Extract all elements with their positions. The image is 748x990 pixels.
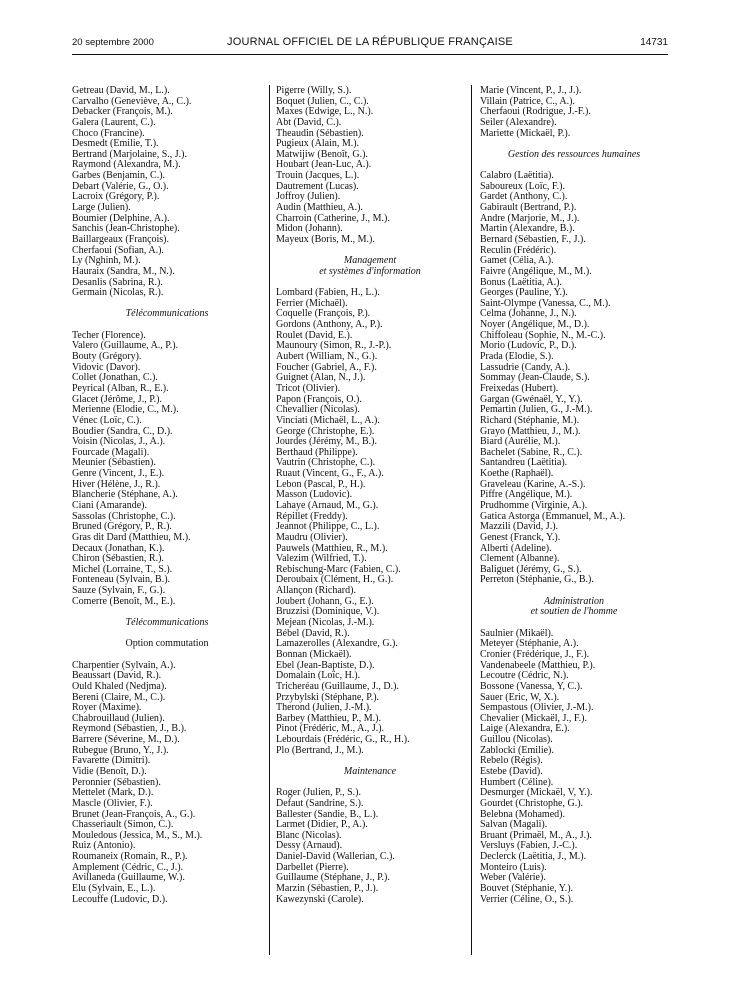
name-entry: Merienne (Elodie, C., M.).: [72, 404, 179, 416]
name-entry: Gordons (Anthony, A., P.).: [276, 319, 383, 331]
name-entry: Gatica Astorga (Emmanuel, M., A.).: [480, 510, 626, 522]
name-entry: Getreau (David, M., L.).: [72, 85, 170, 96]
name-entry: Prada (Elodie, S.).: [480, 351, 554, 363]
name-entry: Fourcade (Magali).: [72, 446, 150, 458]
name-entry: Genre (Vincent, J., E.).: [72, 468, 165, 480]
name-entry: Guignet (Alan, N., J.).: [276, 372, 366, 384]
name-entry: Marie (Vincent, P., J., J.).: [480, 85, 582, 96]
name-entry: Favarette (Dimitri).: [72, 755, 151, 767]
name-entry: Faivre (Angélique, M., M.).: [480, 265, 592, 277]
name-entry: Tricot (Olivier).: [276, 382, 341, 394]
section-heading: Télécommunications: [125, 308, 209, 320]
name-entry: Salvan (Magali).: [480, 819, 548, 831]
name-entry: Roumaneix (Romain, R., P.).: [72, 851, 188, 863]
name-entry: Chiron (Sébastien, R.).: [72, 553, 164, 565]
section-heading: Gestion des ressources humaines: [507, 148, 641, 160]
name-entry: Carvalho (Geneviève, A., C.).: [72, 95, 192, 107]
name-entry: Roger (Julien, P., S.).: [276, 787, 361, 799]
name-entry: Aubert (William, N., G.).: [276, 351, 378, 363]
name-entry: Comerre (Benoît, M., E.).: [72, 595, 176, 607]
name-entry: Theaudin (Sébastien).: [276, 127, 364, 139]
name-entry: Zablocki (Emilie).: [480, 744, 554, 756]
name-entry: Saint-Olympe (Vanessa, C., M.).: [480, 297, 611, 309]
name-entry: Cronier (Frédérique, J., F.).: [480, 648, 590, 660]
name-entry: Lecouffe (Ludovic, D.).: [72, 893, 168, 905]
name-entry: Peronnier (Sébastien).: [72, 776, 161, 788]
name-entry: Gourdet (Christophe, G.).: [480, 797, 584, 809]
name-entry: Darbellet (Pierre).: [276, 861, 349, 873]
name-entry: Pugieux (Alain, M.).: [276, 138, 360, 150]
name-entry: Choco (Francine).: [72, 127, 145, 139]
name-entry: Morio (Ludovic, P., D.).: [480, 340, 577, 352]
name-entry: Desanlis (Sabrina, R.).: [72, 276, 163, 288]
page-header: [72, 37, 668, 55]
name-entry: Celma (Johanne, J., N.).: [480, 308, 577, 320]
name-entry: Debacker (François, M.).: [72, 106, 173, 118]
name-entry: Jeannot (Philippe, C., L.).: [276, 521, 380, 533]
name-entry: Ruiz (Antonio).: [72, 840, 136, 852]
name-entry: Gargan (Gwénaël, Y., Y.).: [480, 393, 583, 405]
name-entry: Sommay (Jean-Claude, S.).: [480, 372, 590, 384]
name-entry: Vandenabeele (Matthieu, P.).: [480, 659, 596, 671]
name-entry: Guillaume (Stéphane, J., P.).: [276, 872, 390, 884]
name-entry: Barrere (Séverine, M., D.).: [72, 734, 180, 746]
section-heading: et soutien de l'homme: [530, 606, 618, 618]
name-entry: Houbart (Jean-Luc, A.).: [276, 159, 372, 171]
name-entry: Bouty (Grégory).: [72, 351, 142, 363]
name-entry: Vidie (Benoît, D.).: [72, 766, 147, 777]
name-entry: Garbes (Benjamin, C.).: [72, 170, 166, 182]
name-entry: Bruzzisi (Dominique, V.).: [276, 606, 380, 618]
section-heading: Télécommunications: [125, 617, 209, 629]
header-rule: [72, 54, 668, 55]
name-entry: Valezim (Wilfried, T.).: [276, 553, 367, 565]
name-entry: Bertrand (Marjolaine, S., J.).: [72, 148, 187, 160]
name-entry: Chabrouillaud (Julien).: [72, 712, 165, 724]
name-entry: Charpentier (Sylvain, A.).: [72, 659, 176, 671]
name-entry: Graveleau (Karine, A.-S.).: [480, 478, 586, 490]
name-entry: Przybylski (Stéphane, P.).: [276, 691, 380, 703]
name-entry: Marzin (Sébastien, P., J.).: [276, 883, 379, 895]
name-entry: Elu (Sylvain, E., L.).: [72, 883, 156, 895]
name-entry: Foucher (Gabriel, A., F.).: [276, 361, 377, 373]
column-divider: [269, 85, 270, 955]
name-entry: Mouledous (Jessica, M., S., M.).: [72, 829, 203, 841]
name-entry: Bonus (Laëtitia, A.).: [480, 276, 562, 288]
name-entry: Michel (Lorraine, T., S.).: [72, 563, 173, 575]
name-entry: Rubegue (Bruno, Y., J.).: [72, 744, 169, 756]
name-entry: Peyrical (Alban, R., E.).: [72, 382, 169, 394]
name-entry: Germain (Nicolas, R.).: [72, 287, 164, 299]
name-entry: Desmedt (Emilie, T.).: [72, 138, 159, 150]
name-entry: Bébel (David, R.).: [276, 627, 350, 639]
name-entry: Ould Khaled (Nedjma).: [72, 680, 167, 692]
name-entry: Lamazerolles (Alexandre, G.).: [276, 638, 398, 650]
name-entry: Therond (Julien, J.-M.).: [276, 702, 372, 714]
name-entry: Masson (Ludovic).: [276, 489, 353, 501]
name-entry: Répillet (Freddy).: [276, 510, 348, 522]
name-entry: Papon (François, O.).: [276, 393, 362, 405]
name-entry: Vautrin (Christophe, C.).: [276, 457, 376, 469]
header-date: 20 septembre 2000: [72, 37, 154, 48]
name-entry: Villain (Patrice, C., A.).: [480, 95, 575, 107]
name-entry: Belebna (Mohamed).: [480, 808, 565, 820]
name-entry: Royer (Maxime).: [72, 702, 142, 714]
name-entry: Trouin (Jacques, L.).: [276, 170, 360, 182]
name-entry: Hauraix (Sandra, M., N.).: [72, 265, 175, 277]
name-entry: Gardet (Anthony, C.).: [480, 191, 568, 203]
name-entry: Midon (Johann).: [276, 223, 343, 235]
name-entry: Gamet (Célia, A.).: [480, 255, 554, 267]
name-entry: Rebischung-Marc (Fabien, C.).: [276, 563, 401, 575]
name-entry: Noyer (Angélique, M., D.).: [480, 319, 590, 331]
name-entry: Bossone (Vanessa, Y, C.).: [480, 680, 583, 692]
name-entry: Weber (Valérie).: [480, 872, 546, 884]
name-entry: Joubert (Johann, G., E.).: [276, 595, 374, 607]
name-entry: Piffre (Angélique, M.).: [480, 489, 573, 501]
section-heading: et systèmes d'information: [319, 265, 421, 277]
name-entry: Glacet (Jérôme, J., P.).: [72, 393, 162, 405]
name-entry: Larmet (Didier, P., A.).: [276, 819, 368, 831]
column-2: [276, 86, 464, 905]
name-entry: Alberti (Adeline).: [480, 542, 552, 554]
column-1: [72, 86, 262, 905]
name-entry: Bruned (Grégory, P., R.).: [72, 521, 172, 533]
section-heading: Maintenance: [343, 766, 397, 777]
name-entry: Avillaneda (Guillaume, W.).: [72, 872, 185, 884]
name-entry: Ciani (Amarande).: [72, 499, 147, 511]
name-entry: Laige (Alexandra, E.).: [480, 723, 570, 735]
name-entry: Santandreu (Laëtitia).: [480, 457, 568, 469]
name-entry: Defaut (Sandrine, S.).: [276, 797, 364, 809]
name-entry: Versluys (Fabien, J.-C.).: [480, 840, 578, 852]
name-entry: Beaussart (David, R.).: [72, 670, 162, 682]
name-entry: Ferrier (Michaël).: [276, 297, 348, 309]
name-entry: Amplement (Cédric, C., J.).: [72, 861, 184, 873]
name-entry: Andre (Marjorie, M., J.).: [480, 212, 580, 224]
name-entry: Monteiro (Luis).: [480, 861, 547, 873]
name-entry: Maxes (Edwige, L., N.).: [276, 106, 374, 118]
name-entry: Seiler (Alexandre).: [480, 116, 557, 128]
name-entry: George (Christophe, E.).: [276, 425, 375, 437]
name-entry: Techer (Florence).: [72, 329, 146, 341]
column-divider: [471, 85, 472, 955]
name-entry: Rebelo (Régis).: [480, 755, 543, 767]
name-entry: Allançon (Richard).: [276, 585, 356, 597]
name-entry: Pinot (Frédéric, M., A., J.).: [276, 723, 385, 735]
name-entry: Cherfaoui (Rodrigue, J.-F.).: [480, 106, 591, 118]
name-entry: Richard (Stéphanie, M.).: [480, 414, 580, 426]
name-entry: Tricheréau (Guillaume, J., D.).: [276, 680, 399, 692]
name-entry: Koethe (Raphaël).: [480, 468, 554, 480]
name-entry: Verrier (Céline, O., S.).: [480, 893, 574, 905]
name-entry: Sassolas (Christophe, C.).: [72, 510, 176, 522]
name-entry: Lacroix (Grégory, P.).: [72, 191, 160, 203]
name-entry: Clement (Albanne).: [480, 553, 560, 565]
name-entry: Domalain (Loïc, H.).: [276, 670, 361, 682]
name-entry: Valero (Guillaume, A., P.).: [72, 340, 179, 352]
name-entry: Berthaud (Philippe).: [276, 446, 358, 458]
name-entry: Lecoutre (Cédric, N.).: [480, 670, 569, 682]
name-entry: Baliguet (Jérémy, G., S.).: [480, 563, 582, 575]
name-entry: Matwijiw (Benoît, G.).: [276, 148, 368, 160]
name-entry: Maudru (Olivier).: [276, 531, 348, 543]
name-entry: Fonteneau (Sylvain, B.).: [72, 574, 171, 586]
name-entry: Mejean (Nicolas, J.-M.).: [276, 617, 375, 629]
name-entry: Bachelet (Sabine, R., C.).: [480, 446, 583, 458]
name-entry: Boudier (Sandra, C., D.).: [72, 425, 173, 437]
name-entry: Cherfaoui (Sofian, A.).: [72, 244, 164, 256]
name-entry: Sempastous (Olivier, J.-M.).: [480, 702, 594, 714]
name-entry: Vidovic (Davor).: [72, 361, 141, 373]
name-entry: Pemartin (Julien, G., J.-M.).: [480, 404, 593, 416]
name-entry: Meteyer (Stéphanie, A.).: [480, 638, 579, 650]
name-entry: Voisin (Nicolas, J., A.).: [72, 436, 166, 448]
name-entry: Daniel-David (Wallerian, C.).: [276, 851, 395, 863]
name-entry: Reculin (Frédéric).: [480, 244, 557, 256]
name-entry: Bruant (Primaël, M., A., J.).: [480, 829, 592, 841]
name-entry: Decaux (Jonathan, K.).: [72, 542, 165, 554]
name-entry: Freixedas (Hubert).: [480, 382, 559, 394]
name-entry: Martin (Alexandre, B.).: [480, 223, 575, 235]
page-number: 14731: [640, 37, 668, 48]
name-entry: Dessy (Arnaud).: [276, 840, 343, 852]
name-entry: Charroin (Catherine, J., M.).: [276, 212, 390, 224]
name-entry: Plo (Bertrand, J., M.).: [276, 744, 364, 756]
name-entry: Mazzili (David, J.).: [480, 521, 559, 533]
name-entry: Bouvet (Stéphanie, Y.).: [480, 883, 574, 895]
name-entry: Debart (Valérie, G., O.).: [72, 180, 169, 192]
name-entry: Bereni (Claire, M., C.).: [72, 691, 166, 703]
name-entry: Jourdes (Jérémy, M., B.).: [276, 436, 378, 448]
name-entry: Barbey (Matthieu, P., M.).: [276, 712, 381, 724]
name-entry: Vinciati (Michaël, L., A.).: [276, 414, 380, 426]
name-entry: Biard (Aurélie, M.).: [480, 436, 561, 448]
name-entry: Estebe (David).: [480, 766, 543, 777]
name-entry: Sanchis (Jean-Christophe).: [72, 223, 180, 235]
name-entry: Roulet (David, E.).: [276, 329, 353, 341]
name-entry: Bernard (Sébastien, F., J.).: [480, 233, 586, 245]
name-entry: Vénec (Loïc, C.).: [72, 414, 142, 426]
section-subheading: Option commutation: [125, 638, 209, 650]
name-entry: Mayeux (Boris, M., M.).: [276, 233, 375, 245]
name-entry: Baillargeaux (François).: [72, 233, 170, 245]
name-entry: Chevalier (Mickaël, J., F.).: [480, 712, 587, 724]
name-entry: Large (Julien).: [72, 202, 131, 214]
spacer: [72, 650, 262, 661]
name-entry: Reymond (Sébastien, J., B.).: [72, 723, 187, 735]
journal-title: JOURNAL OFFICIEL DE LA RÉPUBLIQUE FRANÇAISE: [227, 36, 513, 48]
name-entry: Saboureux (Loïc, F.).: [480, 180, 566, 192]
name-entry: Gras dit Dard (Matthieu, M.).: [72, 531, 191, 543]
name-entry: Saulnier (Mikaël).: [480, 627, 554, 639]
name-entry: Lebon (Pascal, P., H.).: [276, 478, 366, 490]
section-heading: Management: [343, 255, 397, 267]
name-entry: Deroubaix (Clément, H., G.).: [276, 574, 394, 586]
name-entry: Boquet (Julien, C., C.).: [276, 95, 369, 107]
name-entry: Hiver (Hélène, J., R.).: [72, 478, 161, 490]
name-entry: Calabro (Laëtitia).: [480, 170, 554, 182]
name-entry: Declerck (Laëtitia, J., M.).: [480, 851, 587, 863]
name-entry: Maunoury (Simon, R., J.-P.).: [276, 340, 392, 352]
name-entry: Coquelle (François, P.).: [276, 308, 371, 320]
name-entry: Prudhomme (Virginie, A.).: [480, 499, 588, 511]
name-entry: Sauer (Eric, W, X.).: [480, 691, 560, 703]
name-entry: Humbert (Céline).: [480, 776, 554, 788]
name-entry: Kawezynski (Carole).: [276, 893, 364, 905]
name-entry: Joffroy (Julien).: [276, 191, 341, 203]
name-entry: Grayo (Matthieu, J., M.).: [480, 425, 581, 437]
name-entry: Raymond (Alexandra, M.).: [72, 159, 181, 171]
name-entry: Blancherie (Stéphane, A.).: [72, 489, 178, 501]
name-entry: Blanc (Nicolas).: [276, 829, 342, 841]
name-entry: Collet (Jonathan, C.).: [72, 372, 158, 384]
name-entry: Perreton (Stéphanie, G., B.).: [480, 574, 594, 586]
name-entry: Ruaut (Vincent, G., F., A.).: [276, 468, 384, 480]
name-entry: Audin (Matthieu, A.).: [276, 202, 363, 214]
name-entry: Mariette (Mickaël, P.).: [480, 127, 571, 139]
name-entry: Meunier (Sébastien).: [72, 457, 156, 469]
name-entry: Boumier (Delphine, A.).: [72, 212, 170, 224]
name-entry: Chiffoleau (Sophie, N., M.-C.).: [480, 329, 606, 341]
name-entry: Pauwels (Matthieu, R., M.).: [276, 542, 388, 554]
name-entry: Guillou (Nicolas).: [480, 734, 553, 746]
name-entry: Lahaye (Arnaud, M., G.).: [276, 499, 379, 511]
name-entry: Brunet (Jean-François, A., G.).: [72, 808, 196, 820]
name-entry: Mettelet (Mark, D.).: [72, 787, 154, 799]
name-entry: Genest (Franck, Y.).: [480, 531, 561, 543]
name-entry: Abt (David, C.).: [276, 116, 342, 128]
name-entry: Ballester (Sandie, B., L.).: [276, 808, 379, 820]
name-entry: Ebel (Jean-Baptiste, D.).: [276, 659, 375, 671]
name-entry: Georges (Pauline, Y.).: [480, 287, 568, 299]
section-heading: Administration: [543, 595, 604, 607]
name-entry: Chasseriault (Simon, C.).: [72, 819, 174, 831]
name-entry: Chevallier (Nicolas).: [276, 404, 360, 416]
name-entry: Sauze (Sylvain, F., G.).: [72, 585, 166, 597]
column-3: [480, 86, 668, 905]
name-entry: Galera (Laurent, C.).: [72, 116, 156, 128]
name-entry: Pigerre (Willy, S.).: [276, 85, 352, 96]
name-entry: Mascle (Olivier, F.).: [72, 797, 153, 809]
name-entry: Lebourdais (Frédéric, G., R., H.).: [276, 734, 410, 746]
name-entry: Desmurger (Mickaël, V, Y.).: [480, 787, 593, 799]
name-entry: Bonnan (Mickaël).: [276, 648, 352, 660]
name-entry: Dautrement (Lucas).: [276, 180, 359, 192]
name-entry: Lombard (Fabien, H., L.).: [276, 287, 380, 299]
name-entry: Gabirault (Bertrand, P.).: [480, 202, 577, 214]
name-entry: Ly (Nghinh, M.).: [72, 255, 141, 267]
name-entry: Lassudrie (Candy, A.).: [480, 361, 571, 373]
